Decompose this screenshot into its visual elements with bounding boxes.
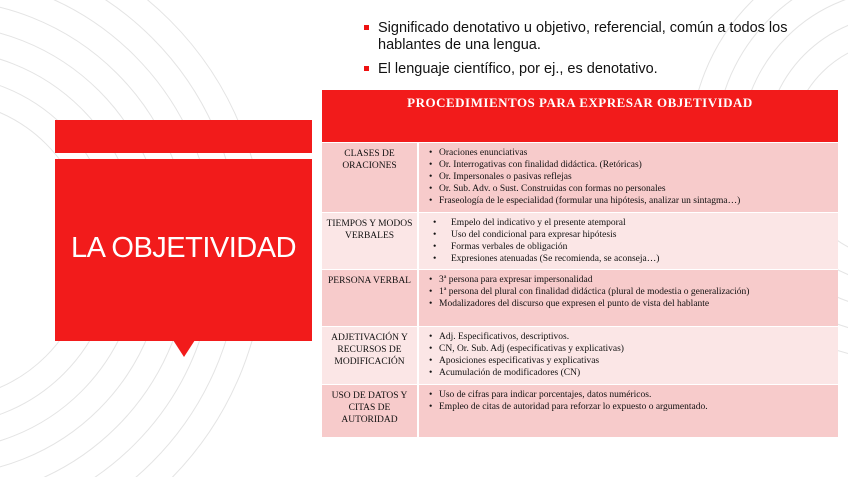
title-arrow (173, 340, 195, 357)
bullet-square-icon (364, 25, 369, 30)
list-item: • Oraciones enunciativas (429, 147, 832, 159)
bullet-item (364, 61, 804, 78)
list-item: • Uso del condicional para expresar hipótesis (433, 229, 832, 241)
row-label: PERSONA VERBAL (322, 270, 419, 326)
bullet-text: Significado denotativo u objetivo, referencial, común a todos los hablantes de una lengua. (378, 20, 788, 53)
bullet-list (364, 20, 804, 85)
title-accent-strip (55, 120, 312, 153)
procedures-table (322, 90, 838, 437)
row-content (421, 327, 838, 384)
row-label: USO DE DATOS Y CITAS DE AUTORIDAD (322, 385, 419, 437)
bullet-square-icon (364, 66, 369, 71)
row-label: TIEMPOS Y MODOS VERBALES (322, 213, 419, 269)
row-content (421, 143, 838, 212)
list-item: • 3ª persona para expresar impersonalidad (429, 274, 832, 286)
bullet-text: El lenguaje científico, por ej., es denotativo. (378, 61, 658, 77)
row-label: ADJETIVACIÓN Y RECURSOS DE MODIFICACIÓN (322, 327, 419, 384)
list-item: • Formas verbales de obligación (433, 241, 832, 253)
row-content (421, 213, 838, 269)
list-item: • Expresiones atenuadas (Se recomienda, se aconseja…) (433, 253, 832, 265)
row-label: CLASES DE ORACIONES (322, 143, 419, 212)
list-item: • 1ª persona del plural con finalidad didáctica (plural de modestia o generalización) (429, 286, 832, 298)
list-item: • Or. Sub. Adv. o Sust. Construidas con formas no personales (429, 183, 832, 195)
row-content (421, 270, 838, 326)
row-content (421, 385, 838, 437)
title-box (55, 159, 312, 341)
table-row (322, 142, 838, 212)
list-item: • Adj. Especificativos, descriptivos. (429, 331, 832, 343)
list-item: • Or. Impersonales o pasivas reflejas (429, 171, 832, 183)
list-item: • Acumulación de modificadores (CN) (429, 367, 832, 379)
table-row (322, 269, 838, 326)
list-item: • Modalizadores del discurso que expresen el punto de vista del hablante (429, 298, 832, 310)
bullet-item (364, 20, 804, 54)
list-item: • Empelo del indicativo y el presente atemporal (433, 217, 832, 229)
table-row (322, 326, 838, 384)
list-item: • Or. Interrogativas con finalidad didáctica. (Retóricas) (429, 159, 832, 171)
list-item: • Fraseología de le especialidad (formular una hipótesis, analizar un sintagma…) (429, 195, 832, 207)
table-header: PROCEDIMIENTOS PARA EXPRESAR OBJETIVIDAD (322, 90, 838, 142)
list-item: • Uso de cifras para indicar porcentajes, datos numéricos. (429, 389, 832, 401)
list-item: • Aposiciones especificativas y explicativas (429, 355, 832, 367)
table-row (322, 384, 838, 437)
list-item: • CN, Or. Sub. Adj (especificativas y explicativas) (429, 343, 832, 355)
slide-title: LA OBJETIVIDAD (70, 232, 297, 264)
list-item: • Empleo de citas de autoridad para reforzar lo expuesto o argumentado. (429, 401, 832, 413)
table-row (322, 212, 838, 269)
